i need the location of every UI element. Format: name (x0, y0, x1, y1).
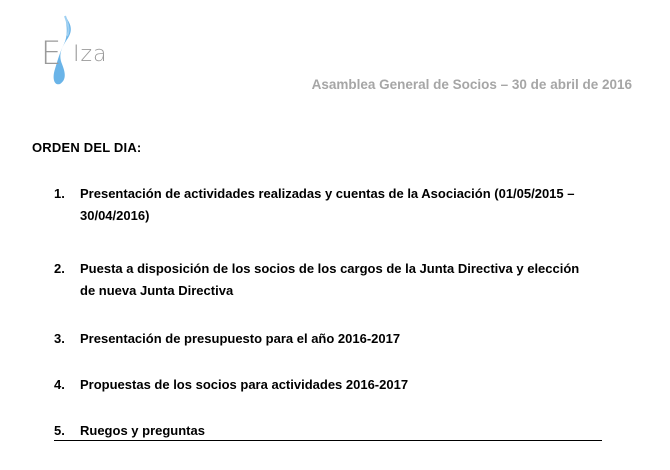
agenda-item-number: 2. (54, 261, 65, 276)
document-title: Asamblea General de Socios – 30 de abril de 2016 (311, 77, 632, 92)
agenda-item-text: Puesta a disposición de los socios de los cargos de la Junta Directiva y elección (80, 261, 580, 276)
agenda-item (54, 258, 602, 328)
logo (40, 14, 140, 86)
agenda-item-text-continued: de nueva Junta Directiva (80, 283, 234, 298)
agenda-item-number: 3. (54, 331, 65, 346)
agenda-item (54, 183, 602, 258)
agenda-item-text: Presentación de presupuesto para el año 2016-2017 (80, 331, 401, 346)
agenda-item-text: Propuestas de los socios para actividades 2016-2017 (80, 377, 409, 392)
agenda-item (54, 374, 602, 420)
agenda-heading: ORDEN DEL DIA: (32, 140, 142, 155)
agenda-item-text-continued: 30/04/2016) (80, 208, 150, 223)
agenda-item-number: 5. (54, 423, 65, 438)
agenda-item-text: Ruegos y preguntas (80, 423, 205, 438)
logo-letter-e: E (41, 34, 63, 72)
footer-divider (54, 440, 602, 441)
agenda-item (54, 420, 602, 442)
logo-letters: Iza (73, 42, 108, 67)
agenda-item (54, 328, 602, 374)
agenda-item-text: Presentación de actividades realizadas y cuentas de la Asociación (01/05/2015 – (80, 186, 575, 201)
agenda-list (54, 183, 602, 442)
agenda-item-number: 1. (54, 186, 65, 201)
agenda-item-number: 4. (54, 377, 65, 392)
